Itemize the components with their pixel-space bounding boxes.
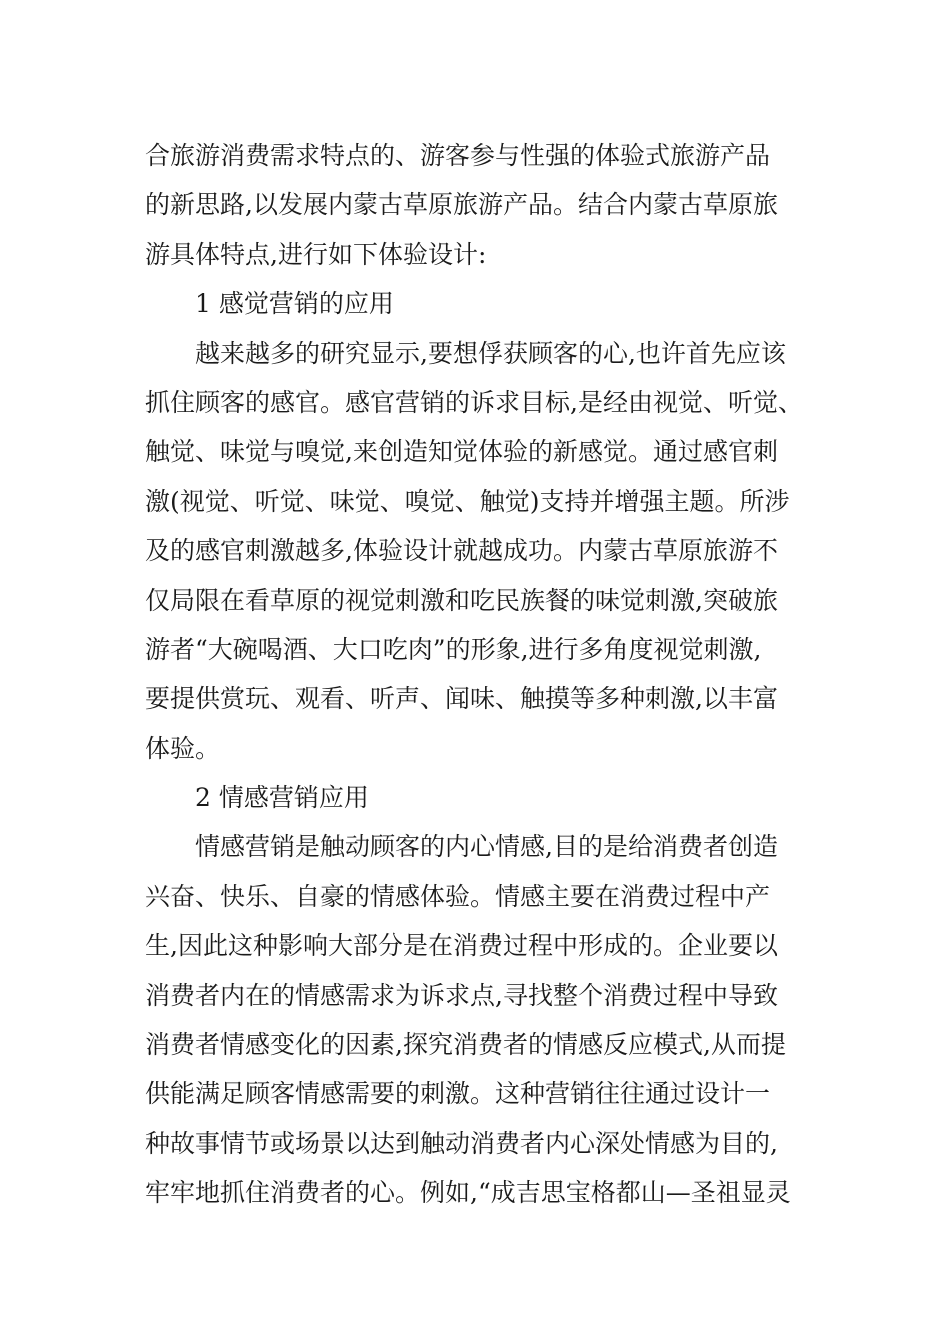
- paragraph-line: 牢牢地抓住消费者的心。例如,“成吉思宝格都山—圣祖显灵: [145, 1178, 791, 1208]
- paragraph-line: 抓住顾客的感官。感官营销的诉求目标,是经由视觉、听觉、: [145, 387, 803, 417]
- paragraph-line: 种故事情节或场景以达到触动消费者内心深处情感为目的,: [145, 1128, 778, 1158]
- paragraph-line: 仅局限在看草原的视觉刺激和吃民族餐的味觉刺激,突破旅: [145, 585, 778, 615]
- paragraph-first-line: 情感营销是触动顾客的内心情感,目的是给消费者创造: [195, 832, 778, 862]
- paragraph-continuation-line: 的新思路,以发展内蒙古草原旅游产品。结合内蒙古草原旅: [145, 190, 778, 220]
- section-heading-sensory-marketing: 1 感觉营销的应用: [195, 289, 394, 319]
- paragraph-line: 消费者情感变化的因素,探究消费者的情感反应模式,从而提: [145, 1030, 786, 1060]
- paragraph-continuation-line: 游具体特点,进行如下体验设计:: [145, 239, 487, 269]
- paragraph-line: 激(视觉、听觉、味觉、嗅觉、触觉)支持并增强主题。所涉: [145, 486, 790, 516]
- paragraph-line: 兴奋、快乐、自豪的情感体验。情感主要在消费过程中产: [145, 881, 771, 911]
- document-body: [145, 131, 810, 1218]
- paragraph-line: 生,因此这种影响大部分是在消费过程中形成的。企业要以: [145, 931, 778, 961]
- paragraph-line: 消费者内在的情感需求为诉求点,寻找整个消费过程中导致: [145, 980, 778, 1010]
- paragraph-line: 及的感官刺激越多,体验设计就越成功。内蒙古草原旅游不: [145, 536, 778, 566]
- paragraph-line: 体验。: [145, 733, 221, 763]
- paragraph-line: 供能满足顾客情感需要的刺激。这种营销往往通过设计一: [145, 1079, 771, 1109]
- paragraph-first-line: 越来越多的研究显示,要想俘获顾客的心,也许首先应该: [195, 338, 786, 368]
- paragraph-line: 触觉、味觉与嗅觉,来创造知觉体验的新感觉。通过感官刺: [145, 437, 778, 467]
- section-heading-emotional-marketing: 2 情感营销应用: [195, 783, 369, 813]
- paragraph-continuation-line: 合旅游消费需求特点的、游客参与性强的体验式旅游产品: [145, 141, 771, 170]
- paragraph-line: 游者“大碗喝酒、大口吃肉”的形象,进行多角度视觉刺激,: [145, 634, 762, 664]
- paragraph-line: 要提供赏玩、观看、听声、闻味、触摸等多种刺激,以丰富: [145, 684, 778, 714]
